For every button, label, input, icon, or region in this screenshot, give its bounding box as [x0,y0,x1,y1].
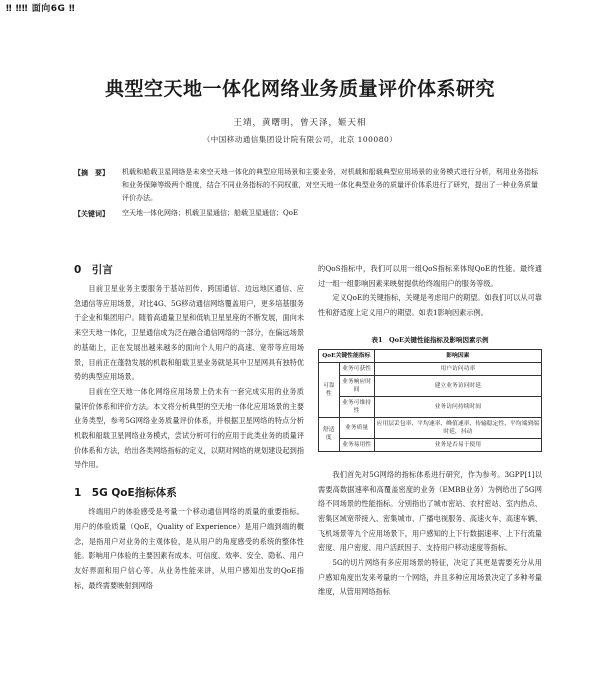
abstract-block [74,166,538,220]
table-cell-factor: 业务是否易于使用 [374,438,541,451]
table-row [319,375,542,396]
body-paragraph: 的QoS指标中，我们可以用一组QoS指标来体现QoE的性能。最终通过一组一组影响因素来映射提供给终端用户的服务等级。 [318,264,542,288]
body-paragraph: 终端用户的体验感受是考量一个移动通信网络的质量的重要指标。用户的体验质量（QoE，Quality of Experience）是用户端到端的概念，是指用户对业务的主观体验，是从用户的角度感受的系统的整体性能。影响用户体验的主要因素有成本、可信度、效率、安全、隐私、用户友好界面和用户信心等。从业务性能来讲，从用户感知出发的QoE指标，最终需要映射到网络 [74,507,305,590]
table-cell-sub: 业务可维持性 [339,396,374,417]
qoe-kpi-table [318,349,542,452]
table-cell-sub: 业务质量 [339,417,374,438]
author-list: 王靖，黄曙明，曾天泽，姬天相 [233,118,367,128]
right-column [318,262,542,600]
table-row [319,396,542,417]
table-cell-factor: 业务访问持续时间 [374,396,541,417]
table-cell-sub: 业务可获性 [339,362,374,375]
left-column [74,262,304,593]
section-heading-qoe-system: 1 5G QoE指标体系 [74,487,177,500]
body-paragraph: 我们首先对5G网络的指标体系进行研究，作为参考。3GPP[1]以需要高数据速率和高覆盖密度的业务（EMBB业务）为例给出了5G网络不同场景的性能指标。分别指出了城市密站、农村密站、室内热点、密集区域宽带接入、密集城市、广播电视服务、高速火车、高速车辆、飞机场景等九个应用场景下，用户感知的上下行数据速率、上下行流量密度、用户密度、用户活跃因子、支持用户移动速度等指标。 [318,469,542,553]
table-header-kpi: QoE关键性能指标 [319,349,375,362]
table-cell-kpi: 可靠性 [319,362,340,417]
body-paragraph: 定义QoE的关键指标，关键是考虑用户的期望。如我们可以从可靠性和舒适度上定义用户的期望。如表1影响因素示例。 [318,293,542,318]
body-paragraph: 5G的切片网络有多应用场景的特征，决定了其更是需要充分从用户感知角度出发来考量的一个网络，并且多种应用场景决定了多种考量维度，从管用网络指标 [318,558,542,597]
table-cell-factor: 用户访问功率 [374,362,541,375]
body-paragraph: 目前在空天地一体化网络应用场景上仍未有一套完成实用的业务质量评价体系和评价方法。本文将分析典型的空天地一体化应用场景的主要业务类型，参考5G网络业务质量评价体系，并根据卫星网络的特点分析机载和船载卫星网络业务模式，尝试分析可行的应用于此类业务的质量评价体系和方法，给出各类网络指标的定义，以期对网络的规划建设起到指导作用。 [74,386,305,470]
keywords-text: 空天地一体化网络；机载卫星通信；船载卫星通信；QoE [122,209,299,217]
table-row [319,362,542,375]
paper-title: 典型空天地一体化网络业务质量评价体系研究 [104,78,495,100]
table-cell-kpi: 舒适度 [319,417,340,451]
table-row [319,438,542,451]
table-caption: 表1 QoE关键性能指标及影响因素示例 [371,335,489,344]
journal-section-tag: ‼ ‼‼ 面向6G ‼ [6,4,76,14]
keywords-label: 【关键词】 [74,209,109,218]
author-affiliation: （中国移动通信集团设计院有限公司，北京 100080） [202,135,398,144]
table-cell-factor: 应用层丢包率、平均速率、峰值速率、传输稳定性、平均端到端时延，抖动 [374,417,541,438]
table-cell-factor: 建立业务访问时延 [374,375,541,396]
abstract-text: 机载和船载卫星网络是未来空天地一体化的典型应用场景和主要业务，对机载和船载典型应用场景的业务模式进行分析，利用业务指标和业务保障等级两个维度，结合不同业务指标的不同权重，对空天地一体化典型业务的质量评价体系进行了研究，提出了一种业务质量评价办法。 [122,168,538,202]
table-row [319,417,542,438]
body-paragraph: 目前卫星业务主要服务于基站回传、跨国通信、边远地区通信、应急通信等应用场景，对比4G、5G移动通信网络覆盖用户，更多培基服务于企业和集团用户。随着高通量卫星和低轨卫星星座的不断发展，面向未来空天地一体化，卫星通信成为泛在融合通信网络的一部分，在偏远场景的基础上，正在发展出越来越多的面向个人用户的高速、宽带等应用场景，目前正在蓬勃发展的机载和船载卫星业务就是其中卫星网具有独特优势的典型应用场景。 [74,284,305,382]
section-heading-introduction: 0 引言 [74,264,113,276]
table-cell-sub: 业务响应时间 [339,375,374,396]
table-header-factor: 影响因素 [374,349,541,362]
abstract-label: 【摘 要】 [74,168,109,177]
table-cell-sub: 业务易用性 [339,438,374,451]
